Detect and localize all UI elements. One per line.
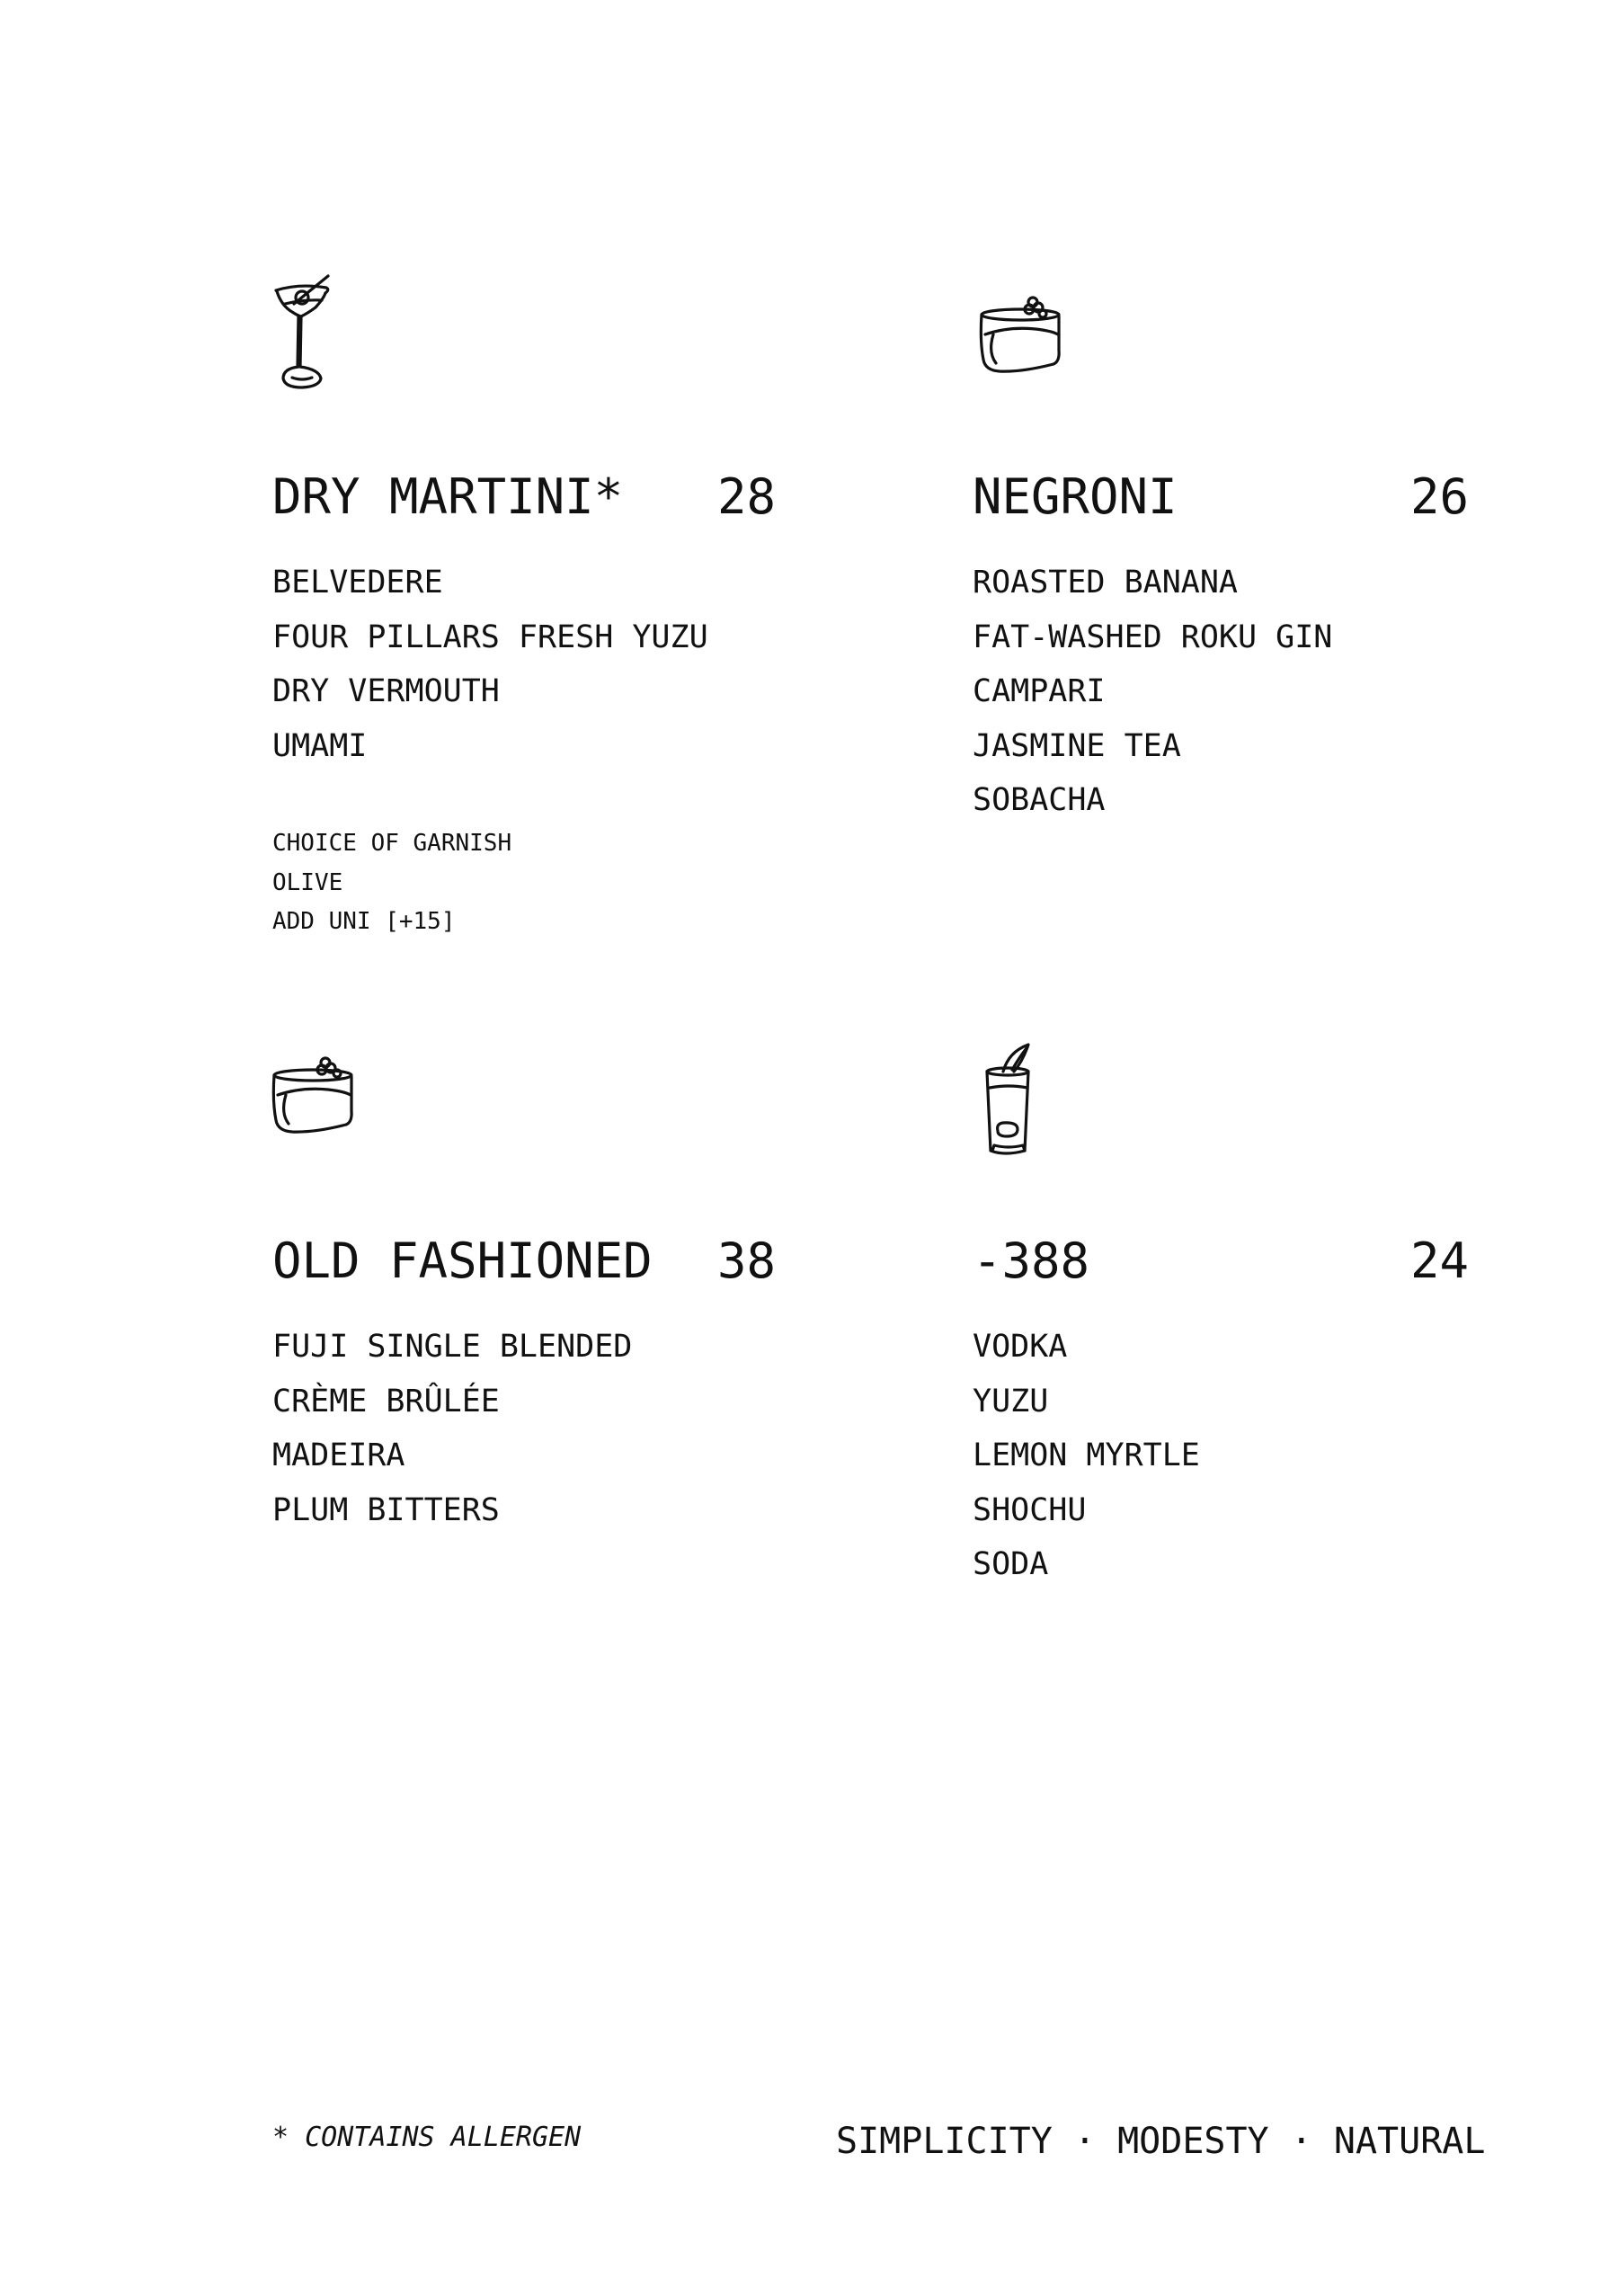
ingredient: MADEIRA (272, 1437, 405, 1473)
drink-name: -388 (973, 1233, 1090, 1289)
drink-price: 26 (1409, 468, 1469, 525)
ingredient: FAT-WASHED ROKU GIN (973, 618, 1333, 655)
ingredient: CRÈME BRÛLÉE (272, 1383, 500, 1419)
allergen-note: * CONTAINS ALLERGEN (272, 2122, 582, 2153)
ingredient: LEMON MYRTLE (973, 1437, 1200, 1473)
drink-name: DRY MARTINI* (272, 468, 624, 525)
drink-price: 28 (716, 468, 776, 525)
ingredient: PLUM BITTERS (272, 1491, 500, 1528)
drink-name: OLD FASHIONED (272, 1233, 653, 1289)
martini-glass-icon (272, 270, 416, 423)
ingredient-list (272, 1320, 632, 1537)
garnish-line: CHOICE OF GARNISH (272, 830, 512, 857)
ingredient: CAMPARI (973, 673, 1106, 709)
rocks-glass-icon (272, 1034, 416, 1187)
drink-heading (272, 466, 776, 529)
drink-name: NEGRONI (973, 468, 1178, 525)
ingredient: FUJI SINGLE BLENDED (272, 1329, 633, 1365)
ingredient: SOBACHA (973, 782, 1106, 818)
drink-price: 38 (716, 1233, 776, 1289)
ingredient: VODKA (973, 1329, 1068, 1365)
garnish-line: ADD UNI [+15] (272, 908, 456, 935)
ingredient: BELVEDERE (272, 565, 443, 601)
brand-motto: SIMPLICITY · MODESTY · NATURAL (836, 2121, 1486, 2162)
ingredient: ROASTED BANANA (973, 565, 1239, 601)
ingredient-list (973, 1320, 1200, 1592)
ingredient: SODA (973, 1546, 1049, 1582)
ingredient-list (973, 556, 1332, 828)
drink-heading (272, 1230, 776, 1293)
ingredient: DRY VERMOUTH (272, 673, 500, 709)
drink-price: 24 (1409, 1233, 1469, 1289)
ingredient: JASMINE TEA (973, 727, 1181, 764)
garnish-line: OLIVE (272, 868, 343, 896)
rocks-glass-icon (973, 270, 1116, 423)
garnish-list (272, 824, 511, 942)
ingredient: UMAMI (272, 727, 368, 764)
ingredient: SHOCHU (973, 1491, 1087, 1528)
drink-heading (973, 466, 1469, 529)
ingredient: FOUR PILLARS FRESH YUZU (272, 618, 708, 655)
ingredient: YUZU (973, 1383, 1049, 1419)
ingredient-list (272, 556, 708, 773)
drink-heading (973, 1230, 1469, 1293)
highball-glass-icon (973, 1034, 1116, 1187)
